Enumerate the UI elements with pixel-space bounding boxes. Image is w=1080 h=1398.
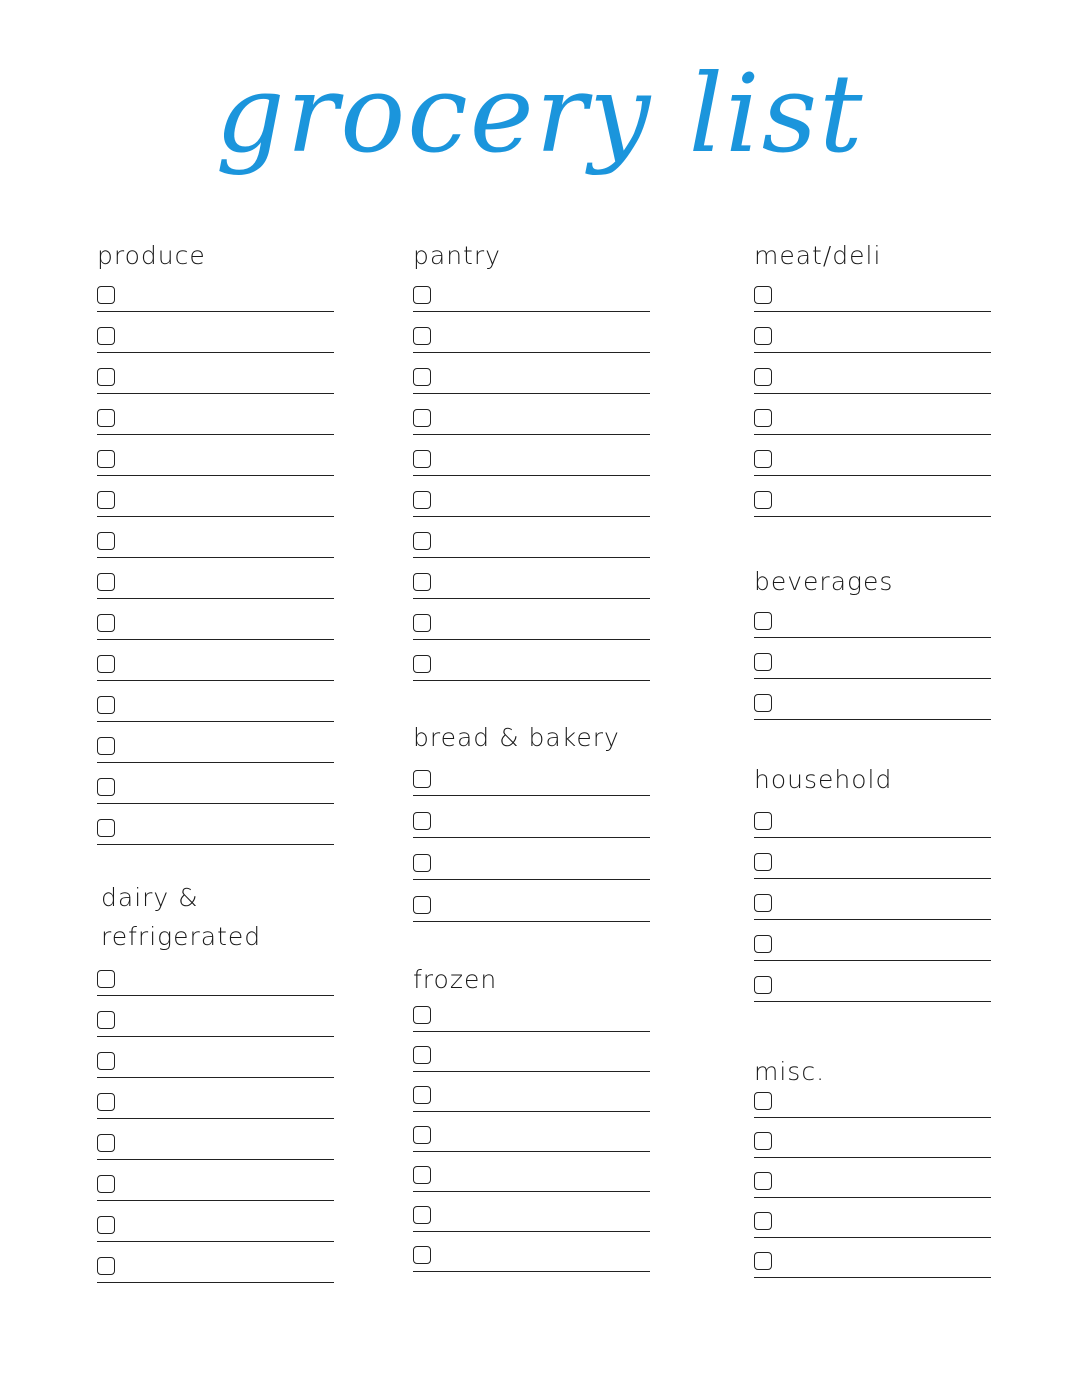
list-item [413, 1166, 650, 1192]
list-item [97, 450, 334, 476]
checkbox[interactable] [413, 854, 431, 872]
list-item [97, 819, 334, 845]
checkbox[interactable] [754, 853, 772, 871]
checkbox[interactable] [413, 368, 431, 386]
list-item [754, 491, 991, 517]
list-item [97, 970, 334, 996]
list-item [97, 1134, 334, 1160]
checkbox[interactable] [413, 450, 431, 468]
list-item [413, 1206, 650, 1232]
list-item [754, 653, 991, 679]
section-title: produce [97, 241, 206, 270]
list-item [413, 770, 650, 796]
list-item [754, 694, 991, 720]
checkbox[interactable] [413, 896, 431, 914]
section-title: household [754, 765, 893, 794]
checkbox[interactable] [97, 1134, 115, 1152]
checkbox[interactable] [754, 612, 772, 630]
checkbox[interactable] [754, 976, 772, 994]
checkbox[interactable] [97, 1011, 115, 1029]
list-item [97, 327, 334, 353]
checkbox[interactable] [97, 1093, 115, 1111]
list-item [754, 612, 991, 638]
checkbox[interactable] [754, 327, 772, 345]
checkbox[interactable] [413, 1006, 431, 1024]
checkbox[interactable] [754, 409, 772, 427]
checkbox[interactable] [413, 286, 431, 304]
checkbox[interactable] [97, 970, 115, 988]
list-item [754, 409, 991, 435]
checkbox[interactable] [754, 450, 772, 468]
list-item [754, 935, 991, 961]
section-title: dairy & refrigerated [101, 883, 262, 951]
list-item [97, 1257, 334, 1283]
list-item [754, 812, 991, 838]
checkbox[interactable] [97, 1216, 115, 1234]
list-item [97, 696, 334, 722]
checkbox[interactable] [97, 614, 115, 632]
section-title: pantry [413, 241, 501, 270]
list-item [413, 1046, 650, 1072]
checkbox[interactable] [97, 286, 115, 304]
checkbox[interactable] [97, 778, 115, 796]
list-item [413, 327, 650, 353]
list-item [754, 1252, 991, 1278]
list-item [97, 368, 334, 394]
list-item [413, 655, 650, 681]
checkbox[interactable] [97, 368, 115, 386]
checkbox[interactable] [413, 573, 431, 591]
list-item [754, 853, 991, 879]
checkbox[interactable] [97, 1257, 115, 1275]
section-title: beverages [754, 567, 894, 596]
list-item [413, 1126, 650, 1152]
list-item [413, 1006, 650, 1032]
list-item [754, 368, 991, 394]
section-title: bread & bakery [413, 723, 620, 752]
checkbox[interactable] [97, 573, 115, 591]
checkbox[interactable] [754, 1212, 772, 1230]
list-item [413, 1246, 650, 1272]
list-item [413, 1086, 650, 1112]
checkbox[interactable] [413, 532, 431, 550]
list-item [754, 976, 991, 1002]
checkbox[interactable] [754, 1252, 772, 1270]
checkbox[interactable] [413, 409, 431, 427]
list-item [413, 532, 650, 558]
checkbox[interactable] [754, 1092, 772, 1110]
section-title: meat/deli [754, 241, 882, 270]
checkbox[interactable] [754, 694, 772, 712]
list-item [754, 327, 991, 353]
list-item [97, 1093, 334, 1119]
list-item [413, 812, 650, 838]
list-item [413, 368, 650, 394]
checkbox[interactable] [754, 1132, 772, 1150]
list-item [97, 1052, 334, 1078]
list-item [97, 614, 334, 640]
list-item [754, 1132, 991, 1158]
list-item [97, 1175, 334, 1201]
list-item [97, 532, 334, 558]
list-item [754, 450, 991, 476]
list-item [754, 894, 991, 920]
checkbox[interactable] [754, 653, 772, 671]
checkbox[interactable] [413, 1126, 431, 1144]
checkbox[interactable] [754, 368, 772, 386]
checkbox[interactable] [97, 1175, 115, 1193]
checkbox[interactable] [754, 1172, 772, 1190]
checkbox[interactable] [413, 614, 431, 632]
section-title: frozen [413, 965, 498, 994]
checkbox[interactable] [413, 1046, 431, 1064]
checkbox[interactable] [97, 737, 115, 755]
checkbox[interactable] [97, 327, 115, 345]
checkbox[interactable] [413, 655, 431, 673]
list-item [97, 409, 334, 435]
checkbox[interactable] [413, 770, 431, 788]
checkbox[interactable] [97, 696, 115, 714]
list-item [413, 286, 650, 312]
list-item [413, 854, 650, 880]
list-item [413, 491, 650, 517]
checkbox[interactable] [413, 1246, 431, 1264]
checkbox[interactable] [413, 812, 431, 830]
checkbox[interactable] [97, 1052, 115, 1070]
list-item [413, 409, 650, 435]
checkbox[interactable] [413, 1086, 431, 1104]
checkbox[interactable] [97, 491, 115, 509]
checkbox[interactable] [97, 532, 115, 550]
checkbox[interactable] [754, 812, 772, 830]
checkbox[interactable] [413, 491, 431, 509]
checkbox[interactable] [754, 286, 772, 304]
checkbox[interactable] [97, 409, 115, 427]
checkbox[interactable] [97, 655, 115, 673]
list-item [413, 450, 650, 476]
checkbox[interactable] [413, 1206, 431, 1224]
list-item [413, 614, 650, 640]
checkbox[interactable] [754, 935, 772, 953]
list-item [97, 1216, 334, 1242]
list-item [754, 1172, 991, 1198]
checkbox[interactable] [413, 327, 431, 345]
checkbox[interactable] [413, 1166, 431, 1184]
section-title: misc. [754, 1057, 826, 1086]
list-item [97, 286, 334, 312]
checkbox[interactable] [97, 819, 115, 837]
list-item [97, 737, 334, 763]
list-item [97, 778, 334, 804]
checkbox[interactable] [754, 491, 772, 509]
list-item [754, 1212, 991, 1238]
list-item [97, 1011, 334, 1037]
list-item [754, 286, 991, 312]
list-item [97, 491, 334, 517]
list-item [97, 655, 334, 681]
list-item [754, 1092, 991, 1118]
list-item [97, 573, 334, 599]
list-item [413, 573, 650, 599]
checkbox[interactable] [754, 894, 772, 912]
checkbox[interactable] [97, 450, 115, 468]
page-title: grocery list [215, 52, 865, 177]
list-item [413, 896, 650, 922]
